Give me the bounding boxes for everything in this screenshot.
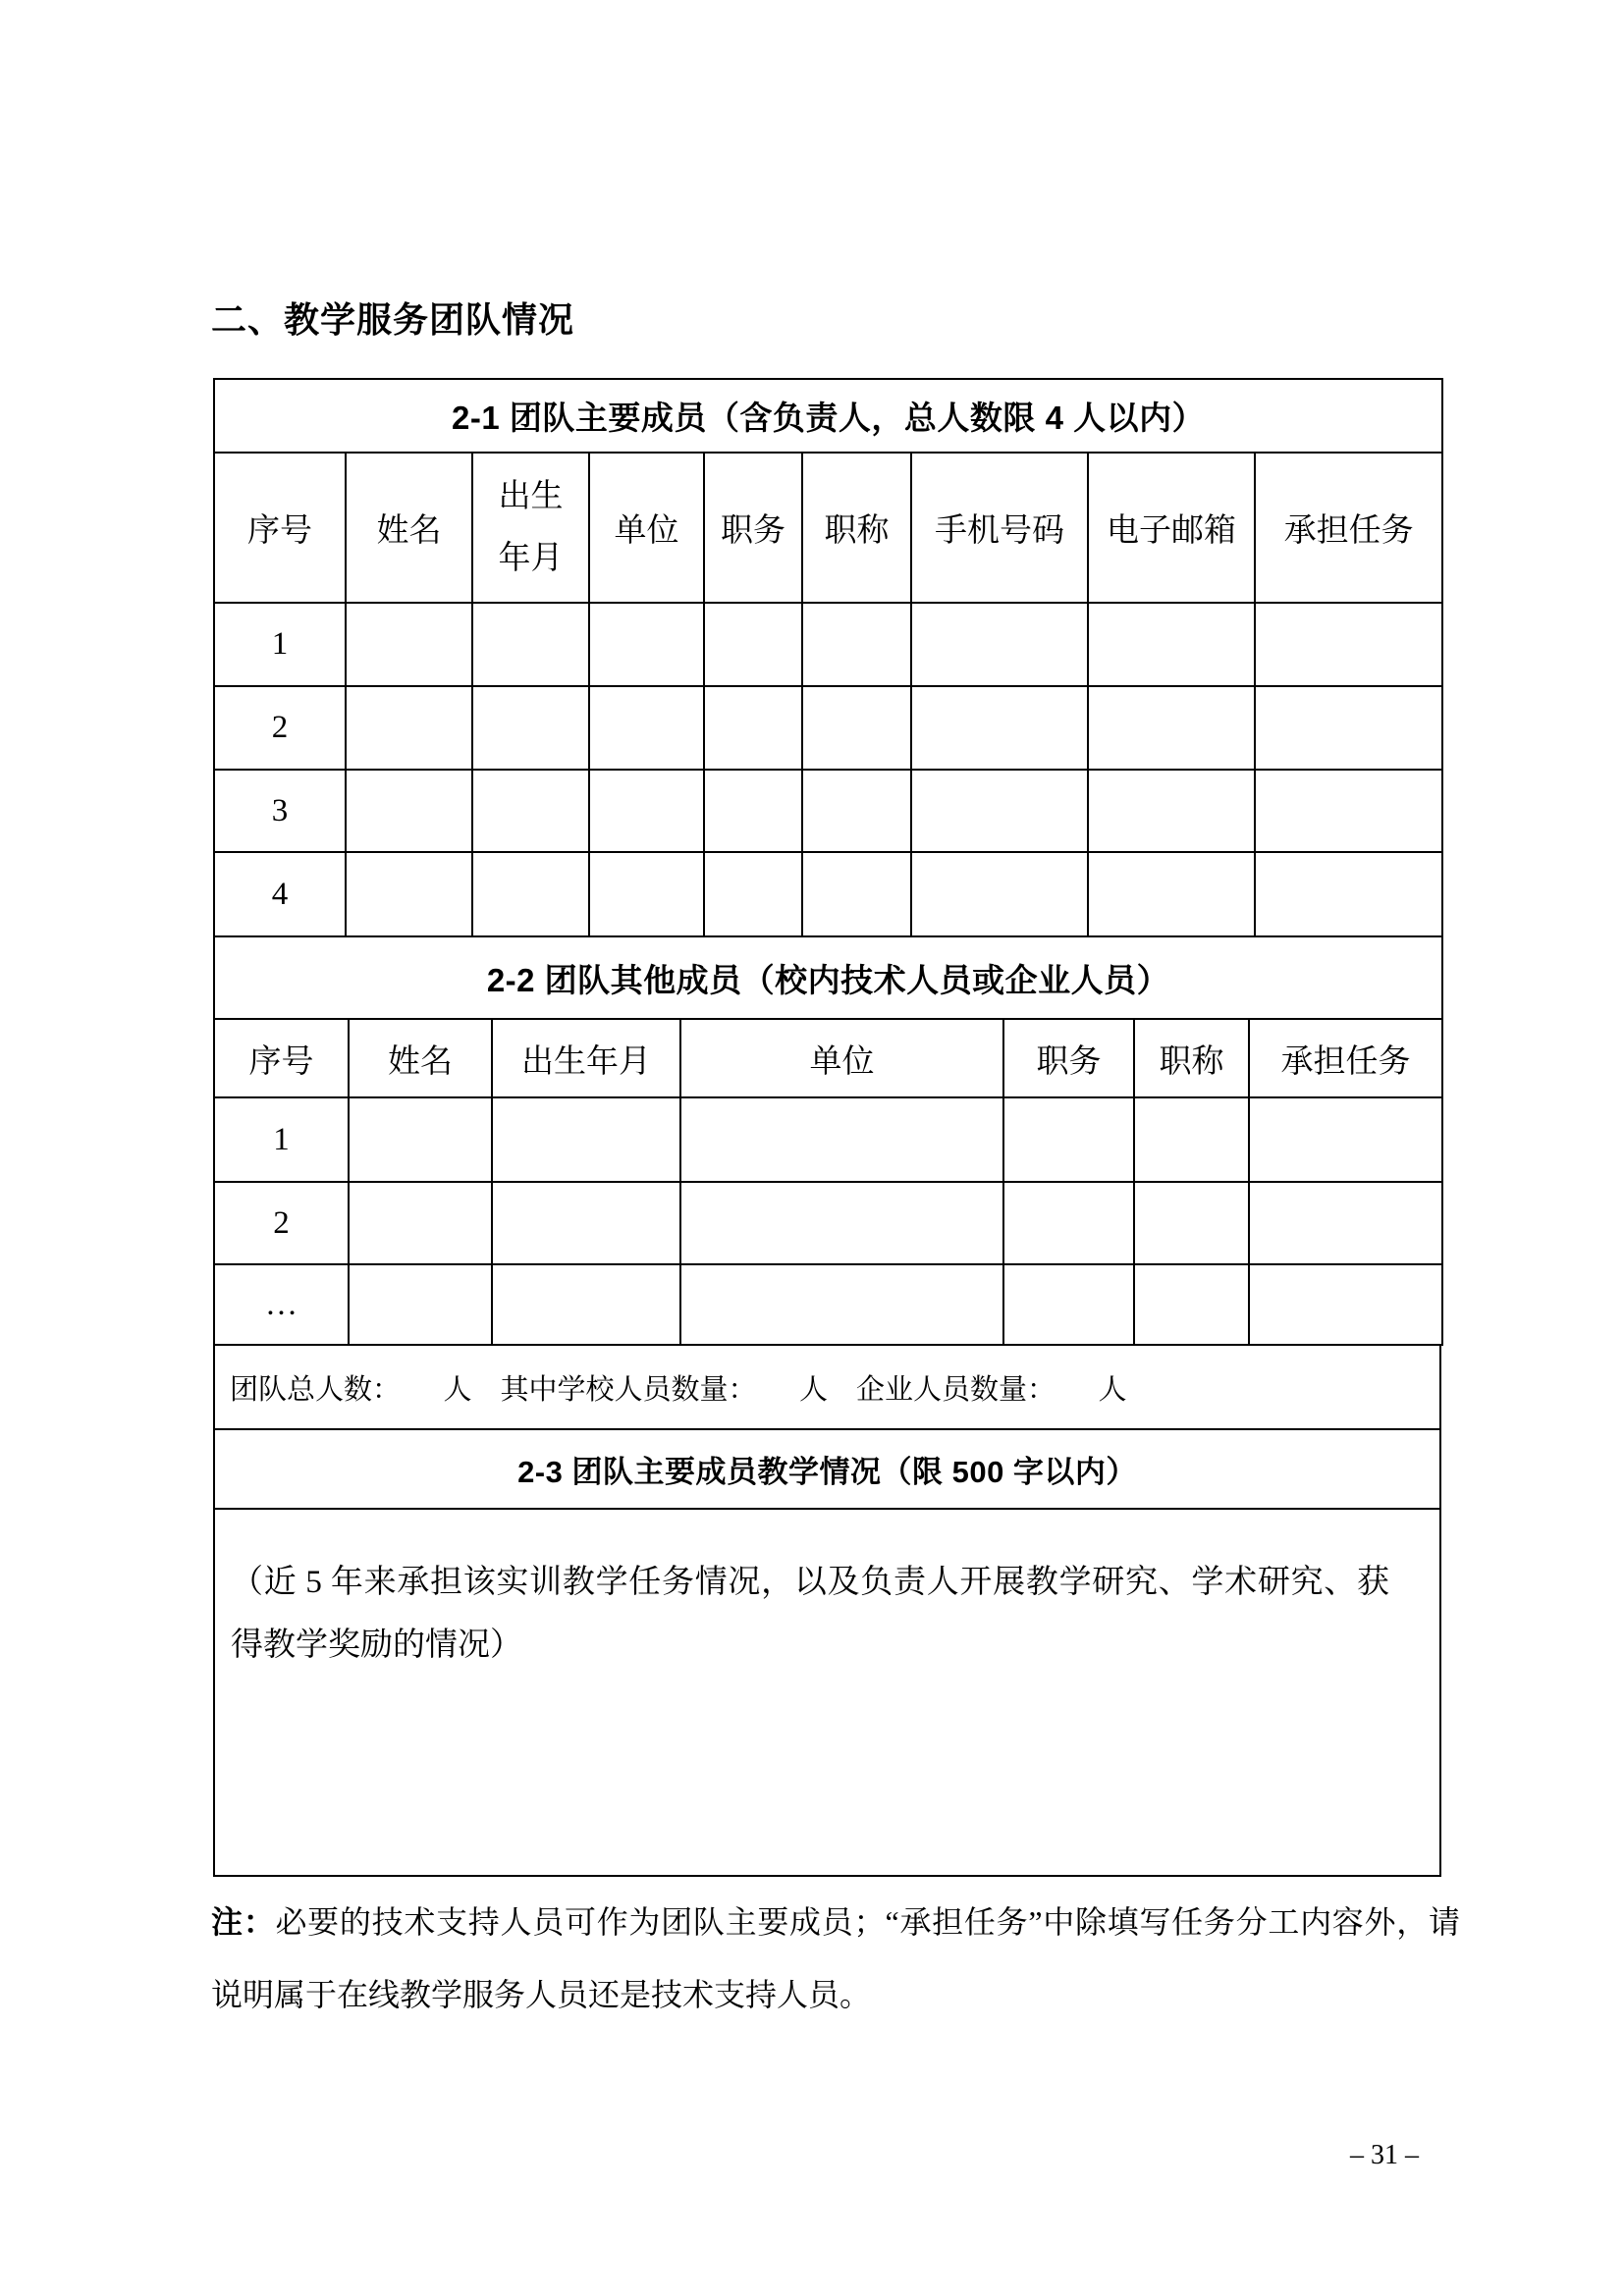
fill-cell[interactable] bbox=[1249, 1264, 1442, 1345]
t2-row-number: … bbox=[214, 1264, 349, 1345]
fill-cell[interactable] bbox=[472, 770, 589, 852]
t1-row-1 bbox=[214, 603, 1442, 686]
fill-cell[interactable] bbox=[680, 1182, 1003, 1264]
footnote bbox=[211, 1887, 1460, 2031]
t1-header-position: 职务 bbox=[704, 453, 802, 603]
page-number: – 31 – bbox=[1350, 2140, 1419, 2170]
t2-header-birthdate: 出生年月 bbox=[492, 1019, 680, 1097]
t1-header-mobile: 手机号码 bbox=[911, 453, 1088, 603]
section-2-3-title-row bbox=[213, 1428, 1441, 1510]
team-totals-text: 团队总人数： 人 其中学校人员数量： 人 企业人员数量： 人 bbox=[230, 1373, 1127, 1406]
fill-cell[interactable] bbox=[1088, 852, 1255, 936]
section-2-3-hint: （近 5 年来承担该实训教学任务情况，以及负责人开展教学研究、学术研究、获得教学奖励的情况） bbox=[231, 1565, 1389, 1664]
t1-row-2 bbox=[214, 686, 1442, 770]
fill-cell[interactable] bbox=[680, 1097, 1003, 1182]
t1-header-name: 姓名 bbox=[346, 453, 472, 603]
fill-cell[interactable] bbox=[589, 770, 704, 852]
fill-cell[interactable] bbox=[1003, 1182, 1134, 1264]
t1-header-birthdate bbox=[472, 453, 589, 603]
fill-cell[interactable] bbox=[472, 852, 589, 936]
fill-cell[interactable] bbox=[704, 686, 802, 770]
t2-row-number: 2 bbox=[214, 1182, 349, 1264]
section-2-3-title: 2-3 团队主要成员教学情况（限 500 字以内） bbox=[517, 1455, 1137, 1489]
fill-cell[interactable] bbox=[911, 770, 1088, 852]
fill-cell[interactable] bbox=[472, 686, 589, 770]
t2-header-index: 序号 bbox=[214, 1019, 349, 1097]
fill-cell[interactable] bbox=[589, 686, 704, 770]
fill-cell[interactable] bbox=[1088, 603, 1255, 686]
fill-cell[interactable] bbox=[1134, 1182, 1249, 1264]
fill-cell[interactable] bbox=[349, 1182, 492, 1264]
fill-cell[interactable] bbox=[1134, 1097, 1249, 1182]
t1-header-email: 电子邮箱 bbox=[1088, 453, 1255, 603]
fill-cell[interactable] bbox=[802, 770, 911, 852]
t1-row-number: 4 bbox=[214, 852, 346, 936]
fill-cell[interactable] bbox=[346, 686, 472, 770]
fill-cell[interactable] bbox=[1003, 1264, 1134, 1345]
fill-cell[interactable] bbox=[1255, 852, 1442, 936]
t1-row-number: 3 bbox=[214, 770, 346, 852]
fill-cell[interactable] bbox=[911, 603, 1088, 686]
section-2-1-title: 2-1 团队主要成员（含负责人，总人数限 4 人以内） bbox=[214, 379, 1442, 453]
fill-cell[interactable] bbox=[1134, 1264, 1249, 1345]
fill-cell[interactable] bbox=[472, 603, 589, 686]
t1-header-unit: 单位 bbox=[589, 453, 704, 603]
fill-cell[interactable] bbox=[802, 686, 911, 770]
fill-cell[interactable] bbox=[802, 852, 911, 936]
fill-cell[interactable] bbox=[589, 852, 704, 936]
t2-row-2 bbox=[214, 1182, 1442, 1264]
fill-cell[interactable] bbox=[1255, 686, 1442, 770]
fill-cell[interactable] bbox=[346, 603, 472, 686]
fill-cell[interactable] bbox=[802, 603, 911, 686]
t2-header-name: 姓名 bbox=[349, 1019, 492, 1097]
t2-row-number: 1 bbox=[214, 1097, 349, 1182]
other-members-table bbox=[213, 935, 1443, 1346]
fill-cell[interactable] bbox=[349, 1264, 492, 1345]
t1-row-3 bbox=[214, 770, 1442, 852]
t2-header-unit: 单位 bbox=[680, 1019, 1003, 1097]
t2-header-position: 职务 bbox=[1003, 1019, 1134, 1097]
fill-cell[interactable] bbox=[492, 1264, 680, 1345]
fill-cell[interactable] bbox=[349, 1097, 492, 1182]
t2-row-ellipsis bbox=[214, 1264, 1442, 1345]
t2-header-task: 承担任务 bbox=[1249, 1019, 1442, 1097]
fill-cell[interactable] bbox=[911, 852, 1088, 936]
fill-cell[interactable] bbox=[911, 686, 1088, 770]
fill-cell[interactable] bbox=[704, 603, 802, 686]
footnote-text: 必要的技术支持人员可作为团队主要成员；“承担任务”中除填写任务分工内容外，请说明属于在线教学服务人员还是技术支持人员。 bbox=[211, 1904, 1460, 2012]
fill-cell[interactable] bbox=[492, 1182, 680, 1264]
t1-header-title: 职称 bbox=[802, 453, 911, 603]
t2-header-title: 职称 bbox=[1134, 1019, 1249, 1097]
fill-cell[interactable] bbox=[704, 770, 802, 852]
fill-cell[interactable] bbox=[1255, 603, 1442, 686]
fill-cell[interactable] bbox=[346, 852, 472, 936]
t1-header-task: 承担任务 bbox=[1255, 453, 1442, 603]
fill-cell[interactable] bbox=[1088, 686, 1255, 770]
main-members-table bbox=[213, 378, 1443, 937]
section-2-2-title: 2-2 团队其他成员（校内技术人员或企业人员） bbox=[214, 936, 1442, 1019]
fill-cell[interactable] bbox=[1249, 1182, 1442, 1264]
t1-header-index: 序号 bbox=[214, 453, 346, 603]
t1-row-4 bbox=[214, 852, 1442, 936]
page-title: 二、教学服务团队情况 bbox=[211, 299, 575, 340]
footnote-label: 注： bbox=[211, 1904, 276, 1940]
fill-cell[interactable] bbox=[1249, 1097, 1442, 1182]
fill-cell[interactable] bbox=[704, 852, 802, 936]
fill-cell[interactable] bbox=[1003, 1097, 1134, 1182]
t2-row-1 bbox=[214, 1097, 1442, 1182]
section-2-3-content-area[interactable] bbox=[213, 1508, 1441, 1877]
fill-cell[interactable] bbox=[680, 1264, 1003, 1345]
t1-header-birthdate-text: 出生年月 bbox=[498, 478, 564, 576]
t1-row-number: 2 bbox=[214, 686, 346, 770]
team-info-form bbox=[213, 378, 1441, 1877]
fill-cell[interactable] bbox=[1088, 770, 1255, 852]
t1-row-number: 1 bbox=[214, 603, 346, 686]
fill-cell[interactable] bbox=[346, 770, 472, 852]
fill-cell[interactable] bbox=[1255, 770, 1442, 852]
fill-cell[interactable] bbox=[589, 603, 704, 686]
team-totals-row[interactable] bbox=[213, 1344, 1441, 1430]
fill-cell[interactable] bbox=[492, 1097, 680, 1182]
